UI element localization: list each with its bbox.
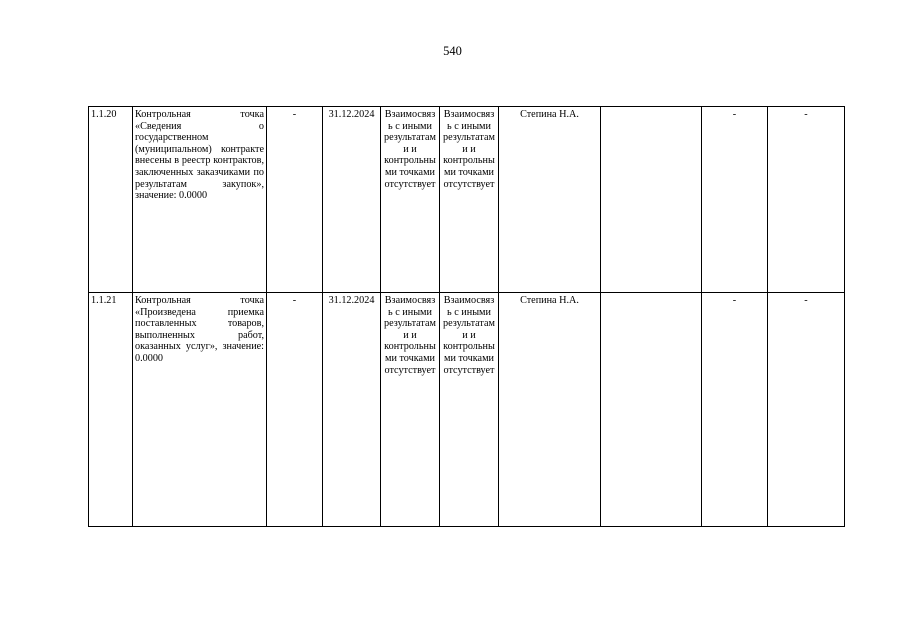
control-points-table [88,106,845,527]
empty-cell [601,107,702,293]
base-value-cell: - [267,293,323,527]
responsible-person: Степина Н.А. [499,107,601,293]
deadline-date: 31.12.2024 [323,107,381,293]
responsible-person: Степина Н.А. [499,293,601,527]
deadline-date: 31.12.2024 [323,293,381,527]
control-point-description: Контрольная точка «Сведения о государственном (муниципальном) контракте внесены в реестр контрактов, заключенных заказчиками по результатам закупок», значение: 0.0000 [133,107,267,293]
relation-cell: Взаимосвязь с иными результатами и контрольными точками отсутствует [381,293,440,527]
control-point-description: Контрольная точка «Произведена приемка поставленных товаров, выполненных работ, оказанных услуг», значение: 0.0000 [133,293,267,527]
dash-cell: - [702,293,768,527]
dash-cell: - [768,293,845,527]
table-row [89,293,845,527]
table-row [89,107,845,293]
base-value-cell: - [267,107,323,293]
dash-cell: - [768,107,845,293]
empty-cell [601,293,702,527]
row-number: 1.1.21 [89,293,133,527]
page-number: 540 [443,44,462,58]
relation-cell: Взаимосвязь с иными результатами и контрольными точками отсутствует [440,293,499,527]
dash-cell: - [702,107,768,293]
relation-cell: Взаимосвязь с иными результатами и контрольными точками отсутствует [440,107,499,293]
row-number: 1.1.20 [89,107,133,293]
relation-cell: Взаимосвязь с иными результатами и контрольными точками отсутствует [381,107,440,293]
